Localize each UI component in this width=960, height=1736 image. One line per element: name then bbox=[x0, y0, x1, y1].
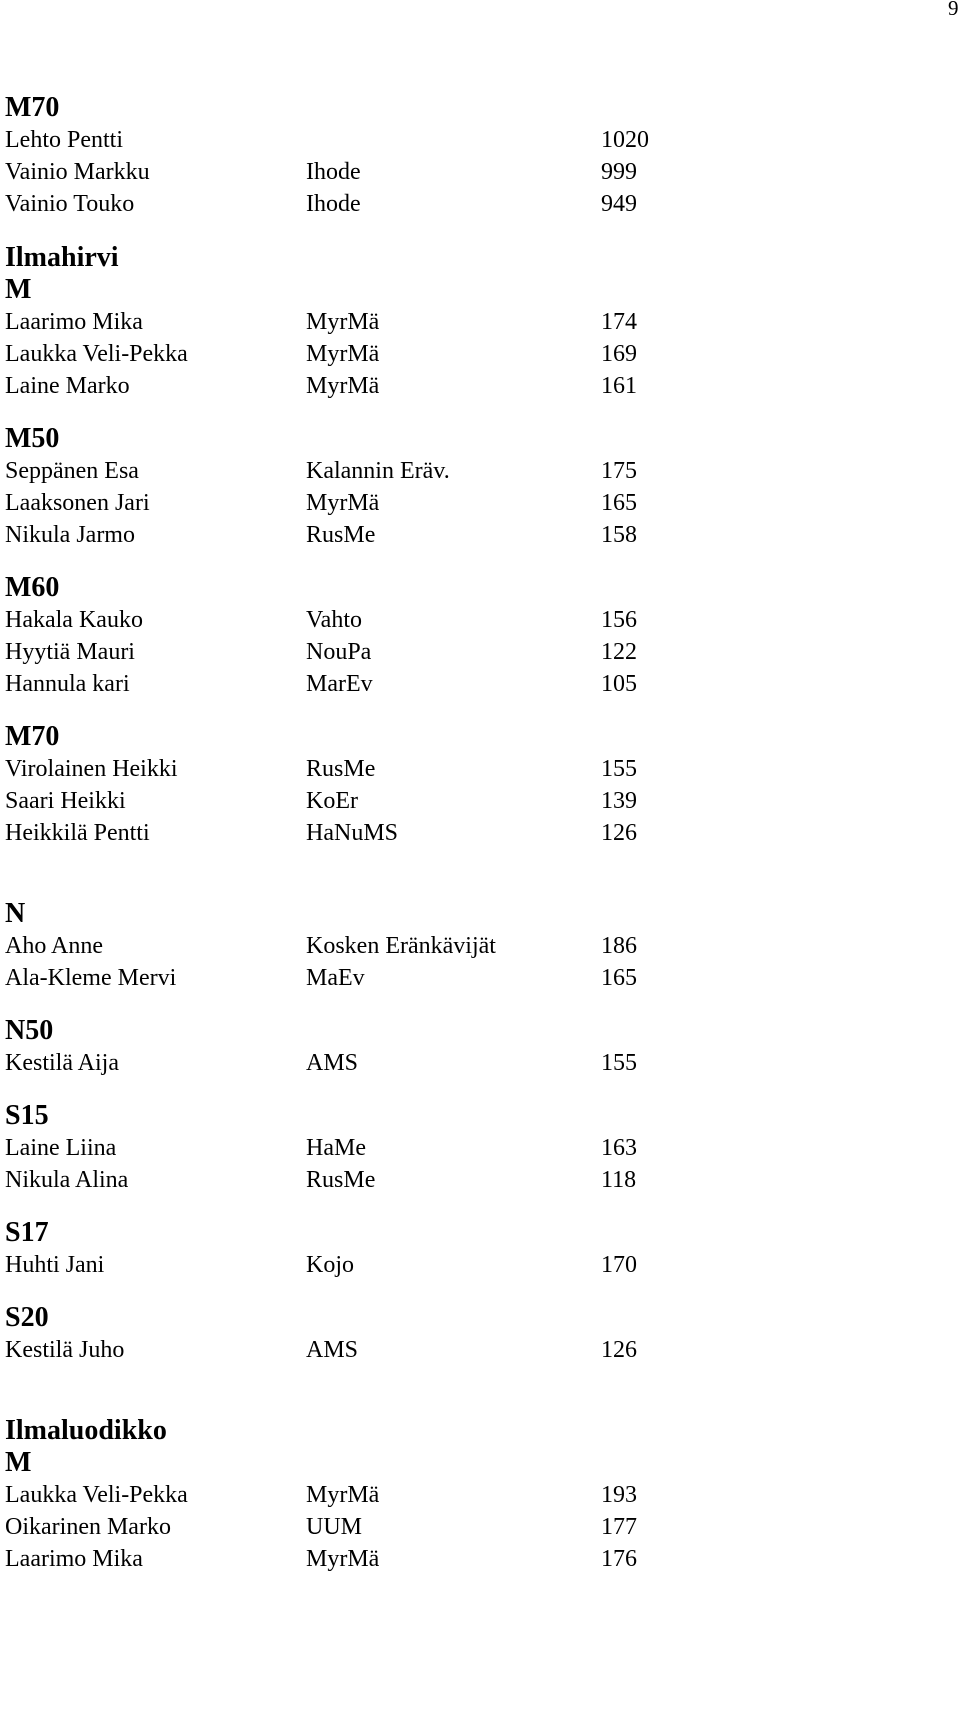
score: 177 bbox=[601, 1514, 637, 1540]
shooter-name: Laukka Veli-Pekka bbox=[5, 1482, 188, 1508]
score: 122 bbox=[601, 639, 637, 665]
section-title: Ilmaluodikko bbox=[5, 1415, 167, 1446]
shooter-name: Saari Heikki bbox=[5, 788, 126, 814]
score: 1020 bbox=[601, 127, 649, 153]
shooter-name: Seppänen Esa bbox=[5, 458, 139, 484]
category-heading: S15 bbox=[5, 1100, 49, 1131]
score: 139 bbox=[601, 788, 637, 814]
result-row bbox=[5, 455, 945, 487]
result-row bbox=[5, 1164, 945, 1196]
club-name: MyrMä bbox=[306, 373, 380, 399]
result-row bbox=[5, 370, 945, 402]
score: 158 bbox=[601, 522, 637, 548]
result-row bbox=[5, 1047, 945, 1079]
shooter-name: Laarimo Mika bbox=[5, 1546, 143, 1572]
club-name: MyrMä bbox=[306, 341, 380, 367]
score: 174 bbox=[601, 309, 637, 335]
score: 949 bbox=[601, 191, 637, 217]
club-name: Kalannin Eräv. bbox=[306, 458, 450, 484]
score: 161 bbox=[601, 373, 637, 399]
result-row bbox=[5, 156, 945, 188]
result-row bbox=[5, 338, 945, 370]
category-heading: M bbox=[5, 1447, 32, 1478]
shooter-name: Nikula Alina bbox=[5, 1167, 129, 1193]
result-row bbox=[5, 1249, 945, 1281]
result-row bbox=[5, 1543, 945, 1575]
score: 155 bbox=[601, 1050, 637, 1076]
club-name: MyrMä bbox=[306, 1546, 380, 1572]
club-name: HaMe bbox=[306, 1135, 366, 1161]
category-heading: M bbox=[5, 274, 32, 305]
result-row bbox=[5, 785, 945, 817]
result-row bbox=[5, 306, 945, 338]
score: 165 bbox=[601, 490, 637, 516]
result-row bbox=[5, 604, 945, 636]
club-name: Ihode bbox=[306, 191, 361, 217]
score: 105 bbox=[601, 671, 637, 697]
category-heading: S20 bbox=[5, 1302, 49, 1333]
result-row bbox=[5, 668, 945, 700]
club-name: UUM bbox=[306, 1514, 363, 1540]
score: 186 bbox=[601, 933, 637, 959]
shooter-name: Aho Anne bbox=[5, 933, 103, 959]
club-name: Kojo bbox=[306, 1252, 354, 1278]
club-name: MyrMä bbox=[306, 1482, 380, 1508]
shooter-name: Hyytiä Mauri bbox=[5, 639, 135, 665]
result-row bbox=[5, 1132, 945, 1164]
results-list bbox=[5, 92, 945, 1575]
shooter-name: Hannula kari bbox=[5, 671, 130, 697]
club-name: RusMe bbox=[306, 522, 376, 548]
score: 176 bbox=[601, 1546, 637, 1572]
shooter-name: Kestilä Juho bbox=[5, 1337, 125, 1363]
result-row bbox=[5, 753, 945, 785]
score: 155 bbox=[601, 756, 637, 782]
score: 169 bbox=[601, 341, 637, 367]
category-heading: M70 bbox=[5, 721, 60, 752]
section-title: Ilmahirvi bbox=[5, 242, 119, 273]
score: 999 bbox=[601, 159, 637, 185]
result-row bbox=[5, 1334, 945, 1366]
shooter-name: Laaksonen Jari bbox=[5, 490, 150, 516]
result-row bbox=[5, 1511, 945, 1543]
club-name: HaNuMS bbox=[306, 820, 399, 846]
club-name: AMS bbox=[306, 1337, 359, 1363]
score: 170 bbox=[601, 1252, 637, 1278]
category-heading: M50 bbox=[5, 423, 60, 454]
shooter-name: Vainio Touko bbox=[5, 191, 135, 217]
shooter-name: Ala-Kleme Mervi bbox=[5, 965, 177, 991]
result-row bbox=[5, 188, 945, 220]
shooter-name: Lehto Pentti bbox=[5, 127, 123, 153]
result-row bbox=[5, 817, 945, 849]
shooter-name: Vainio Markku bbox=[5, 159, 150, 185]
club-name: MaEv bbox=[306, 965, 365, 991]
page-number: 9 bbox=[948, 0, 959, 16]
club-name: RusMe bbox=[306, 756, 376, 782]
category-heading: S17 bbox=[5, 1217, 49, 1248]
score: 156 bbox=[601, 607, 637, 633]
club-name: MarEv bbox=[306, 671, 373, 697]
shooter-name: Laine Liina bbox=[5, 1135, 117, 1161]
category-heading: M70 bbox=[5, 92, 60, 123]
shooter-name: Laarimo Mika bbox=[5, 309, 143, 335]
category-heading: M60 bbox=[5, 572, 60, 603]
club-name: Kosken Eränkävijät bbox=[306, 933, 496, 959]
result-row bbox=[5, 487, 945, 519]
shooter-name: Laine Marko bbox=[5, 373, 130, 399]
club-name: RusMe bbox=[306, 1167, 376, 1193]
club-name: MyrMä bbox=[306, 490, 380, 516]
score: 163 bbox=[601, 1135, 637, 1161]
shooter-name: Nikula Jarmo bbox=[5, 522, 135, 548]
result-row bbox=[5, 930, 945, 962]
shooter-name: Kestilä Aija bbox=[5, 1050, 119, 1076]
score: 165 bbox=[601, 965, 637, 991]
result-row bbox=[5, 962, 945, 994]
shooter-name: Heikkilä Pentti bbox=[5, 820, 150, 846]
shooter-name: Huhti Jani bbox=[5, 1252, 105, 1278]
category-heading: N bbox=[5, 898, 26, 929]
shooter-name: Oikarinen Marko bbox=[5, 1514, 171, 1540]
shooter-name: Laukka Veli-Pekka bbox=[5, 341, 188, 367]
score: 126 bbox=[601, 820, 637, 846]
result-row bbox=[5, 519, 945, 551]
score: 193 bbox=[601, 1482, 637, 1508]
category-heading: N50 bbox=[5, 1015, 54, 1046]
score: 118 bbox=[601, 1167, 637, 1193]
result-row bbox=[5, 124, 945, 156]
club-name: Vahto bbox=[306, 607, 362, 633]
club-name: MyrMä bbox=[306, 309, 380, 335]
shooter-name: Virolainen Heikki bbox=[5, 756, 178, 782]
club-name: NouPa bbox=[306, 639, 372, 665]
result-row bbox=[5, 636, 945, 668]
club-name: KoEr bbox=[306, 788, 358, 814]
shooter-name: Hakala Kauko bbox=[5, 607, 143, 633]
result-row bbox=[5, 1479, 945, 1511]
score: 126 bbox=[601, 1337, 637, 1363]
score: 175 bbox=[601, 458, 637, 484]
club-name: Ihode bbox=[306, 159, 361, 185]
club-name: AMS bbox=[306, 1050, 359, 1076]
